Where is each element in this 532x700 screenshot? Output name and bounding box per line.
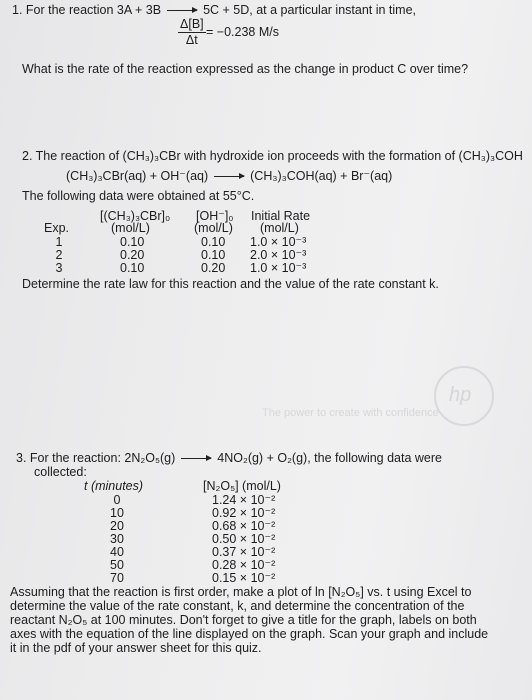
q3-row-conc: 0.15 × 10⁻² (212, 571, 276, 585)
q2-row2-exp: 2 (55, 248, 63, 262)
q3-para-line5: it in the pdf of your answer sheet for this quiz. (10, 641, 262, 655)
q3-reactants: 3. For the reaction: 2N₂O₅(g) (16, 451, 176, 465)
q2-header-conc-a-unit: (mol/L) (111, 221, 150, 235)
q2-equation (66, 170, 392, 183)
q3-para-line3: reactant N₂O₅ at 100 minutes. Don't forget to give a title for the graph, labels on both (10, 613, 477, 627)
q2-intro: 2. The reaction of (CH₃)₃CBr with hydroxide ion proceeds with the formation of (CH₃)₃COH (22, 149, 523, 163)
q1-frac-numerator: Δ[B] (180, 17, 204, 31)
q3-row-time: 10 (110, 506, 124, 520)
q1-products: 5C + 5D, at a particular instant in time, (203, 3, 417, 17)
q3-row-conc: 0.92 × 10⁻² (212, 506, 276, 520)
q2-header-conc-a: [(CH₃)₃CBr]₀ (100, 209, 171, 223)
q1-rate-fraction (178, 18, 206, 48)
q3-row-time: 0 (113, 493, 121, 507)
reaction-arrow-icon (167, 10, 197, 11)
q2-row3-exp: 3 (55, 261, 63, 275)
q2-header-exp: Exp. (44, 221, 70, 235)
q3-row-time: 70 (110, 571, 124, 585)
q2-header-conc-b: [OH⁻]₀ (196, 209, 234, 223)
q2-row1-b: 0.10 (201, 235, 226, 249)
q3-row-time: 50 (110, 558, 124, 572)
q1-question: What is the rate of the reaction expressed as the change in product C over time? (22, 62, 469, 76)
q3-line2: collected: (34, 465, 87, 479)
reaction-arrow-icon (214, 176, 244, 177)
q2-question: Determine the rate law for this reaction and the value of the rate constant k. (22, 277, 439, 291)
q2-header-rate-unit: (mol/L) (260, 221, 299, 235)
q2-header-conc-b-unit: (mol/L) (194, 221, 233, 235)
q2-row1-a: 0.10 (120, 235, 145, 249)
q3-row-conc: 0.50 × 10⁻² (212, 532, 276, 546)
reaction-arrow-icon (181, 458, 211, 459)
q1-frac-denominator: Δt (185, 32, 198, 47)
q3-row-conc: 0.68 × 10⁻² (212, 519, 276, 533)
q3-row-time: 40 (110, 545, 124, 559)
q2-row1-rate: 1.0 × 10⁻³ (250, 235, 307, 249)
q2-header-rate: Initial Rate (251, 209, 311, 223)
q1-line1 (12, 4, 416, 17)
q1-reactants: 1. For the reaction 3A + 3B (12, 3, 162, 17)
q2-row3-b: 0.20 (201, 261, 226, 275)
q2-row2-b: 0.10 (201, 248, 226, 262)
q3-header-time: t (minutes) (84, 479, 144, 493)
q3-row-conc: 1.24 × 10⁻² (212, 493, 276, 507)
q2-data-intro: The following data were obtained at 55°C. (22, 189, 255, 203)
q2-row2-a: 0.20 (120, 248, 145, 262)
q3-row-time: 30 (110, 532, 124, 546)
q1-rate-value: = −0.238 M/s (206, 25, 279, 39)
q2-eq-right: (CH₃)₃COH(aq) + Br⁻(aq) (250, 169, 393, 183)
q3-row-conc: 0.37 × 10⁻² (212, 545, 276, 559)
q3-para-line4: axes with the equation of the line displayed on the graph. Scan your graph and include (10, 627, 489, 641)
q3-row-conc: 0.28 × 10⁻² (212, 558, 276, 572)
q2-row3-a: 0.10 (120, 261, 145, 275)
q3-para-line2: determine the value of the rate constant, k, and determine the concentration of the (10, 599, 465, 613)
q2-row3-rate: 1.0 × 10⁻³ (250, 261, 307, 275)
q2-eq-left: (CH₃)₃CBr(aq) + OH⁻(aq) (66, 169, 209, 183)
q2-row2-rate: 2.0 × 10⁻³ (250, 248, 307, 262)
q3-header-conc: [N₂O₅] (mol/L) (203, 479, 281, 493)
q3-products: 4NO₂(g) + O₂(g), the following data were (217, 451, 442, 465)
hp-logo-watermark: hp (434, 366, 494, 426)
q2-row1-exp: 1 (55, 235, 63, 249)
q3-line1 (16, 452, 442, 465)
watermark-text: The power to create with confidence (262, 407, 439, 419)
q3-row-time: 20 (110, 519, 124, 533)
q3-para-line1: Assuming that the reaction is first order, make a plot of ln [N₂O₅] vs. t using Excel to (10, 585, 472, 599)
